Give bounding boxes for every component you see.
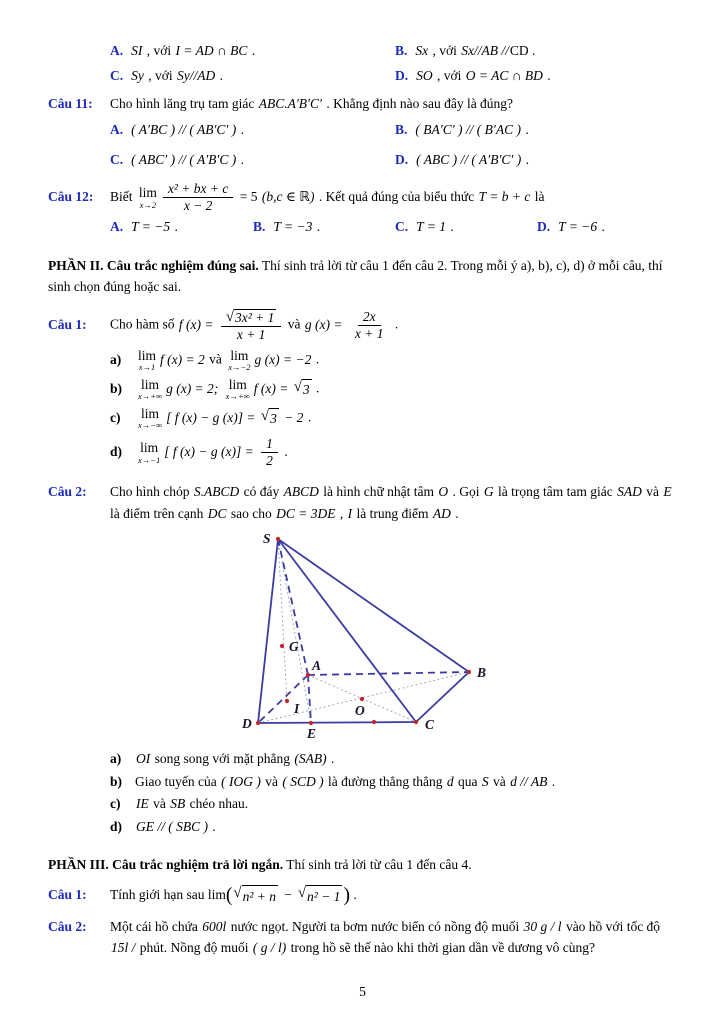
- item-text: IE và SB chéo nhau.: [136, 796, 249, 812]
- option-letter: B.: [253, 219, 266, 235]
- option-letter: D.: [395, 151, 409, 167]
- q11-option-b: [395, 117, 681, 143]
- q11-option-a: [110, 117, 395, 143]
- q12-option-c: [395, 216, 537, 238]
- question-label: Câu 11:: [48, 95, 93, 111]
- item-label: a): [110, 351, 122, 367]
- item-label: c): [110, 796, 121, 812]
- question-label: Câu 2:: [48, 918, 87, 934]
- option-letter: A.: [110, 219, 124, 235]
- part2-heading-rest: Thí sinh trả lời từ câu 1 đến câu 2. Trong mỗi ý a), b), c), d) ở mỗi câu, thí sinh chọn đúng hoặc sai.: [48, 257, 663, 295]
- option-letter: A.: [110, 122, 124, 138]
- question-label: Câu 1:: [48, 316, 87, 332]
- svg-text:D: D: [242, 716, 252, 732]
- pyramid-figure: [220, 531, 681, 747]
- question-label: Câu 1:: [48, 887, 87, 903]
- q12-option-a: [110, 216, 253, 238]
- item-label: a): [110, 751, 122, 767]
- item-label: d): [110, 818, 123, 834]
- q11-option-c: [110, 147, 395, 173]
- option-letter: A.: [110, 43, 124, 58]
- p2q2-item-b: [110, 772, 681, 792]
- option-text: T = −6 .: [558, 219, 605, 235]
- option-letter: B.: [395, 122, 408, 138]
- svg-text:S: S: [263, 531, 271, 547]
- p2q1-item-d: [110, 436, 681, 469]
- question-12: [48, 181, 681, 239]
- option-letter: C.: [395, 219, 409, 235]
- q10-options: [110, 40, 681, 88]
- svg-text:E: E: [307, 726, 317, 742]
- item-label: b): [110, 773, 123, 789]
- question-label: Câu 12:: [48, 188, 94, 204]
- option-text: Sx , với Sx//AB //CD .: [415, 43, 536, 58]
- question-body: [110, 308, 681, 343]
- item-text: lim x→−1 [ f (x) − g (x)] = $\frac{1}{2}$ .: [138, 435, 288, 469]
- pyramid-figure-svg: [220, 531, 508, 743]
- p2q1-item-a: [110, 349, 681, 372]
- q10-option-a: [110, 40, 395, 62]
- option-letter: C.: [110, 68, 124, 84]
- option-text: SO , với O = AC ∩ BD .: [416, 68, 551, 84]
- option-text: ( BA′C′ ) // ( B′AC ) .: [415, 122, 529, 138]
- part3-heading-bold: PHẦN III. Câu trắc nghiệm trả lời ngắn.: [48, 857, 284, 873]
- question-11: [48, 93, 681, 173]
- svg-text:C: C: [425, 717, 435, 733]
- item-text: lim x→−∞ [ f (x) − g (x)] = √ 3 − 2 .: [138, 405, 312, 431]
- option-letter: D.: [395, 68, 409, 84]
- question-label: Câu 2:: [48, 484, 87, 500]
- q11-option-d: [395, 147, 681, 173]
- question-text: Cho hình lăng trụ tam giác ABC.A′B′C′ . Khẳng định nào sau đây là đúng?: [110, 95, 514, 111]
- q11-options: [110, 117, 681, 173]
- part3-heading-rest: Thí sinh trả lời từ câu 1 đến câu 4.: [283, 857, 472, 873]
- svg-text:G: G: [289, 639, 299, 655]
- part3-heading: [48, 854, 681, 876]
- p2q2-item-d: [110, 817, 681, 837]
- page-number: 5: [359, 984, 366, 999]
- p2-question-1: [48, 308, 681, 343]
- q12-option-d: [537, 216, 681, 238]
- option-text: ( A′BC ) // ( AB′C′ ) .: [131, 122, 244, 138]
- option-text: ( ABC ) // ( A′B′C′ ) .: [416, 151, 529, 167]
- option-text: T = 1 .: [416, 219, 454, 235]
- question-body: [110, 884, 681, 907]
- q12-option-b: [253, 216, 395, 238]
- p2q2-item-c: [110, 794, 681, 814]
- item-text: Giao tuyến của ( IOG ) và ( SCD ) là đường thẳng thẳng d qua S và d // AB .: [135, 773, 556, 789]
- item-label: c): [110, 409, 121, 425]
- svg-text:B: B: [477, 665, 487, 681]
- p2q2-item-a: [110, 749, 681, 769]
- p2-question-2: [48, 481, 681, 525]
- q12-options: [110, 216, 681, 238]
- option-text: T = −5 .: [131, 219, 178, 235]
- p3-question-1: [48, 884, 681, 907]
- question-body: [110, 181, 681, 239]
- svg-text:A: A: [312, 658, 322, 674]
- question-text: Tính giới hạn sau lim( √ n² + n − √ n² − 1 ) .: [110, 884, 357, 907]
- question-text: Cho hình chóp S.ABCD có đáy ABCD là hình chữ nhật tâm O . Gọi G là trọng tâm tam giác SAD và E là điểm trên cạnh DC sao cho DC = 3DE , I là trung điểm AD .: [110, 484, 672, 522]
- p2q1-item-c: [110, 407, 681, 430]
- question-text: Một cái hồ chứa 600l nước ngọt. Người ta bơm nước biển có nồng độ muối 30 g / l vào hồ với tốc độ 15l / phút. Nồng độ muối ( g / l) trong hồ sẽ thế nào khi thời gian dần về dương vô cùng?: [110, 918, 661, 956]
- p3-question-2: [48, 916, 681, 960]
- q10-option-c: [110, 65, 395, 87]
- option-letter: D.: [537, 219, 551, 235]
- question-text: Biết lim x→2 $\frac{\text{x² + bx + c}}{x - 2}$ = 5 (b,c ∈ ℝ) . Kết quả đúng của biểu thức T = b + c là: [110, 180, 545, 214]
- question-text: Cho hàm số f (x) = √ 3x² + 1 x + 1 và g (x) = $\frac{2x}{x + 1}$ .: [110, 308, 399, 342]
- option-text: Sy , với Sy//AD .: [131, 68, 224, 84]
- part2-heading: [48, 255, 681, 299]
- part2-heading-bold: PHẦN II. Câu trắc nghiệm đúng sai.: [48, 257, 259, 273]
- item-text: lim x→1 f (x) = 2 và lim x→−2 g (x) = −2 .: [138, 347, 320, 373]
- q10-option-b: [395, 40, 681, 62]
- item-text: GE // ( SBC ) .: [136, 818, 216, 834]
- option-text: ( ABC′ ) // ( A′B′C ) .: [131, 151, 244, 167]
- svg-text:O: O: [355, 703, 365, 719]
- item-label: d): [110, 443, 123, 459]
- option-text: SI , với I = AD ∩ BC .: [131, 43, 256, 58]
- option-letter: B.: [395, 43, 408, 58]
- svg-text:I: I: [294, 701, 300, 717]
- item-label: b): [110, 380, 123, 396]
- question-body: [110, 916, 681, 960]
- question-body: [110, 481, 681, 525]
- option-text: T = −3 .: [273, 219, 321, 235]
- item-text: OI song song với mặt phẳng (SAB) .: [136, 751, 335, 767]
- question-body: [110, 93, 681, 173]
- item-text: lim x→+∞ g (x) = 2; lim x→+∞ f (x) = √ 3 .: [138, 376, 320, 402]
- option-letter: C.: [110, 151, 124, 167]
- p2q1-item-b: [110, 378, 681, 401]
- q10-option-d: [395, 65, 681, 87]
